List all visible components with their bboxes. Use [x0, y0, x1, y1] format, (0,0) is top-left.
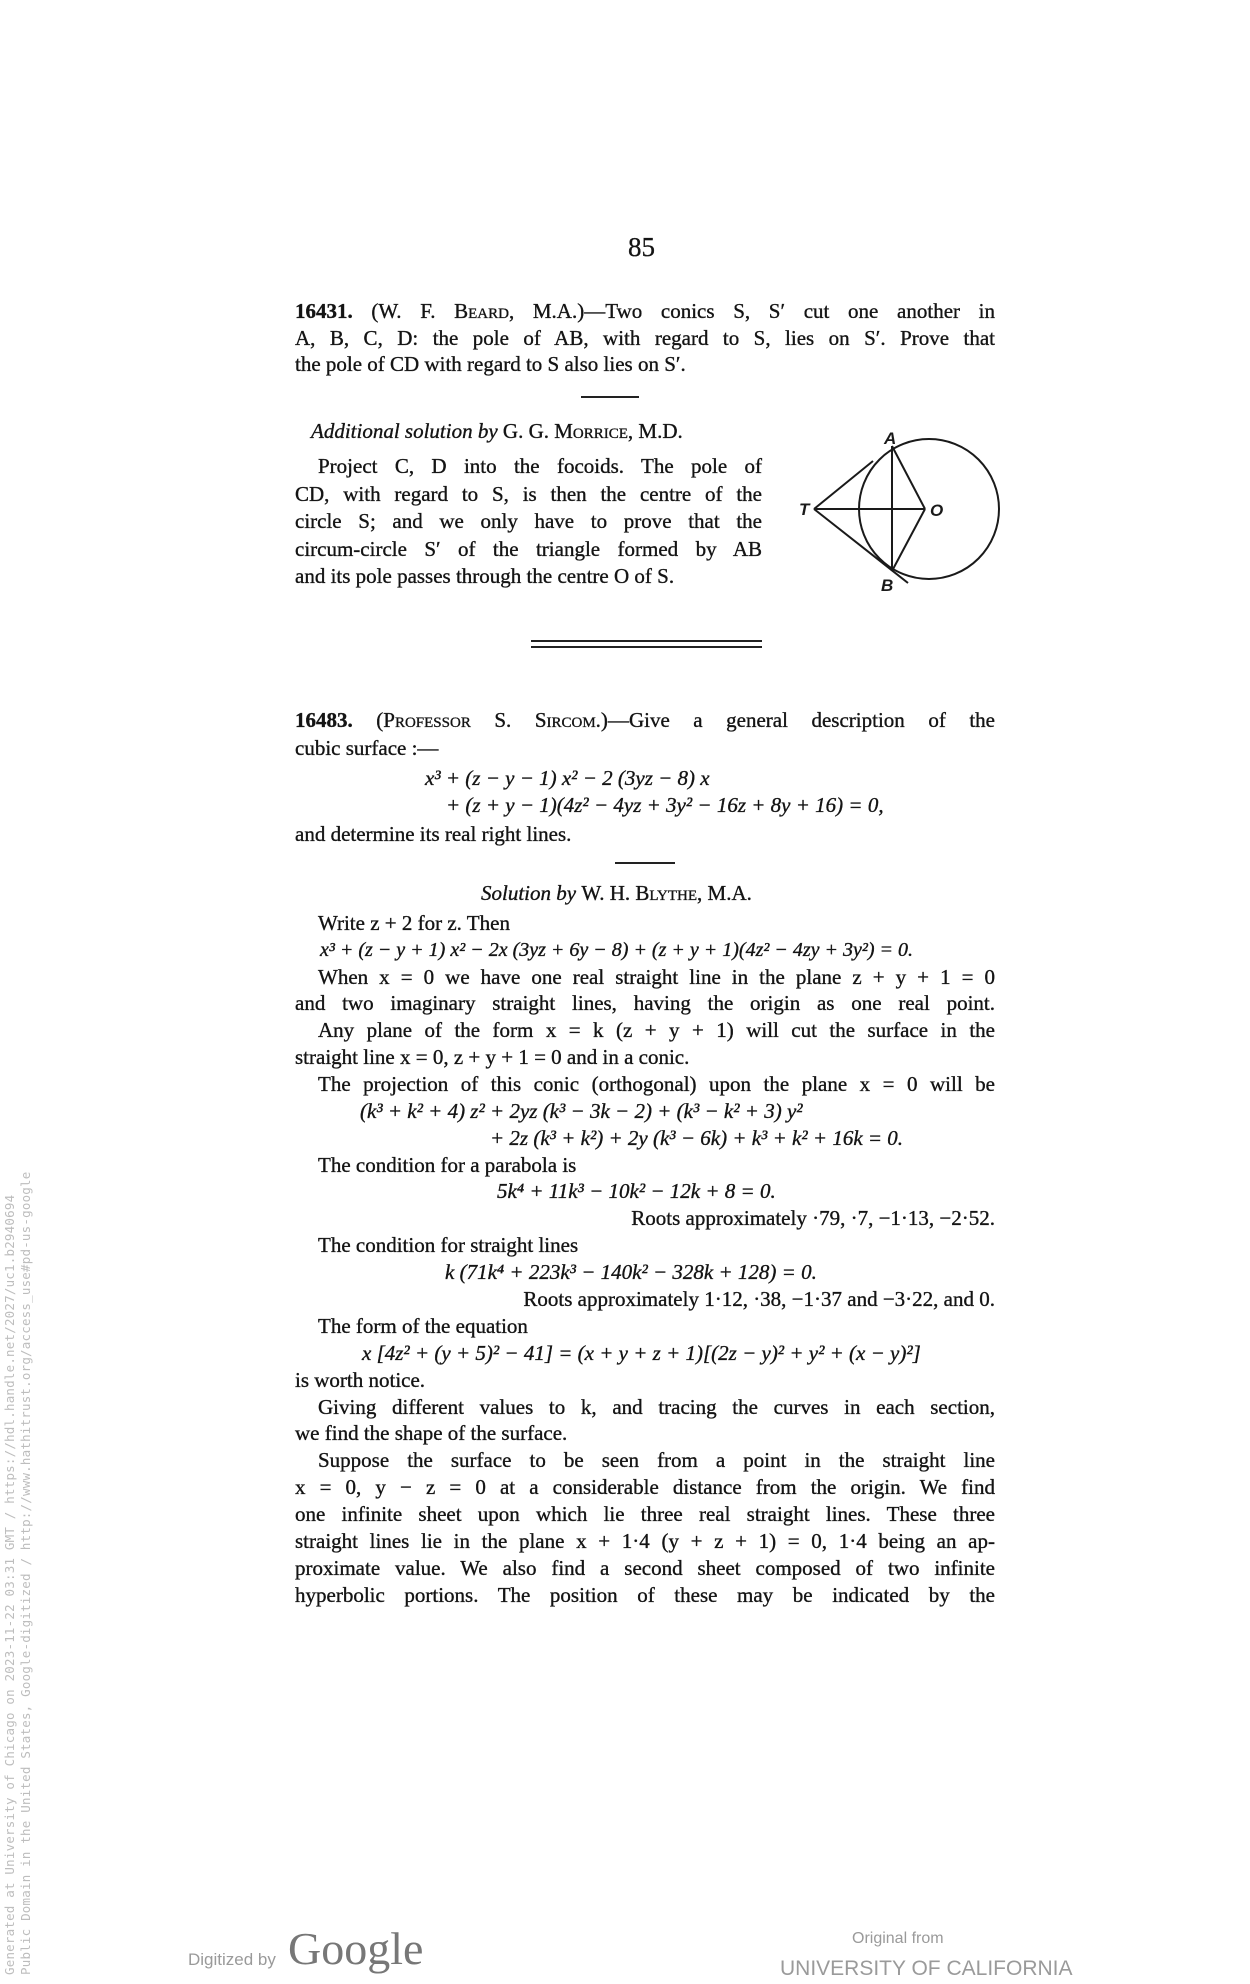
question-author: (W. F. Beard, M.A.): [371, 299, 585, 323]
solution-line: CD, with regard to S, is then the centre of the: [295, 482, 762, 506]
solution-line: and its pole passes through the centre O of S.: [295, 564, 675, 588]
equation-line: k (71k⁴ + 223k³ − 140k² − 328k + 128) = 0.: [445, 1260, 817, 1284]
body-line: is worth notice.: [295, 1368, 426, 1392]
question-author: (Professor S. Sircom.): [376, 708, 608, 732]
equation-line: x³ + (z − y + 1) x² − 2x (3yz + 6y − 8) + (z + y + 1)(4z² − 4zy + 3y²) = 0.: [320, 939, 914, 961]
equation-line: 5k⁴ + 11k³ − 10k² − 12k + 8 = 0.: [497, 1179, 776, 1203]
question-number: 16431.: [295, 299, 353, 323]
body-line: Giving different values to k, and tracing the curves in each section,: [318, 1395, 995, 1419]
body-line: hyperbolic portions. The position of these may be indicated by the: [295, 1583, 995, 1607]
question-text: —Give a general description of the: [607, 708, 996, 732]
solution-label: Additional solution by: [311, 419, 498, 443]
body-line: The projection of this conic (orthogonal) upon the plane x = 0 will be: [318, 1072, 995, 1096]
body-line: Roots approximately 1·12, ·38, −1·37 and −3·22, and 0.: [523, 1287, 995, 1311]
solver-name: G. G. Morrice, M.D.: [502, 419, 683, 443]
body-line: Write z + 2 for z. Then: [318, 911, 510, 935]
double-rule-bottom: [531, 646, 762, 648]
question-16431-line-3: the pole of CD with regard to S also lies on S′.: [295, 352, 686, 376]
body-line: one infinite sheet upon which lie three real straight lines. These three: [295, 1502, 995, 1526]
solution-line: Project C, D into the focoids. The pole of: [318, 454, 762, 478]
tangent-tb: [814, 509, 908, 583]
solution-heading: [481, 880, 752, 907]
body-line: straight line x = 0, z + y + 1 = 0 and in a conic.: [295, 1045, 690, 1069]
body-line: The condition for straight lines: [318, 1233, 579, 1257]
question-text: —Two conics S, S′ cut one another in: [584, 299, 995, 323]
page-number: 85: [628, 232, 655, 262]
double-rule-top: [531, 640, 762, 642]
label-t: T: [799, 500, 810, 519]
question-number: 16483.: [295, 708, 353, 732]
solution-line: circum-circle S′ of the triangle formed by AB: [295, 537, 762, 561]
body-line: proximate value. We also find a second sheet composed of two infinite: [295, 1556, 995, 1580]
digitized-by-label: Digitized by: [188, 1950, 276, 1969]
body-line: Roots approximately ·79, ·7, −1·13, −2·52.: [631, 1206, 995, 1230]
label-o: O: [930, 501, 944, 520]
question-16431-line-2: A, B, C, D: the pole of AB, with regard to S, lies on S′. Prove that: [295, 326, 995, 350]
question-16483-line-1: [295, 707, 995, 734]
body-line: Suppose the surface to be seen from a point in the straight line: [318, 1448, 995, 1472]
line-ao: [892, 446, 925, 509]
university-label: UNIVERSITY OF CALIFORNIA: [780, 1957, 1073, 1980]
equation-line: + 2z (k³ + k²) + 2y (k³ − 6k) + k³ + k² + 16k = 0.: [490, 1126, 904, 1150]
label-b: B: [881, 576, 894, 595]
body-line: The condition for a parabola is: [318, 1153, 577, 1177]
body-line: we find the shape of the surface.: [295, 1421, 568, 1445]
watermark-line-1: Generated at University of Chicago on 2023-11-22 03:31 GMT / https://hdl.handle.net/2027/uc1.b2940694: [2, 1194, 17, 1975]
equation-line: x³ + (z − y − 1) x² − 2 (3yz − 8) x: [425, 766, 710, 790]
body-line: and two imaginary straight lines, having the origin as one real point.: [295, 991, 995, 1015]
google-logo: Google: [288, 1923, 424, 1974]
body-line: x = 0, y − z = 0 at a considerable distance from the origin. We find: [295, 1475, 995, 1499]
label-a: A: [884, 429, 897, 448]
equation-line: + (z + y − 1)(4z² − 4yz + 3y² − 16z + 8y + 16) = 0,: [446, 793, 884, 817]
body-line: straight lines lie in the plane x + 1·4 (y + z + 1) = 0, 1·4 being an ap-: [295, 1529, 995, 1553]
original-from-label: Original from: [852, 1930, 944, 1947]
line-ob: [892, 509, 925, 571]
solution-label: Solution by: [481, 881, 577, 905]
equation-line: (k³ + k² + 4) z² + 2yz (k³ − 3k − 2) + (k³ − k² + 3) y²: [360, 1099, 803, 1123]
watermark-line-2: Public Domain in the United States, Google-digitized / http://www.hathitrust.org/access_use#pd-us-google: [18, 1171, 33, 1975]
solver-name: W. H. Blythe, M.A.: [581, 881, 752, 905]
question-16483-line-3: and determine its real right lines.: [295, 822, 572, 846]
body-line: Any plane of the form x = k (z + y + 1) will cut the surface in the: [318, 1018, 995, 1042]
body-line: When x = 0 we have one real straight line in the plane z + y + 1 = 0: [318, 965, 995, 989]
geometry-figure: [0, 0, 1250, 700]
question-16483-line-2: cubic surface :—: [295, 736, 439, 760]
section-rule: [615, 862, 675, 864]
equation-line: x [4z² + (y + 5)² − 41] = (x + y + z + 1)[(2z − y)² + y² + (x − y)²]: [362, 1341, 921, 1365]
body-line: The form of the equation: [318, 1314, 528, 1338]
solution-line: circle S; and we only have to prove that the: [295, 509, 762, 533]
